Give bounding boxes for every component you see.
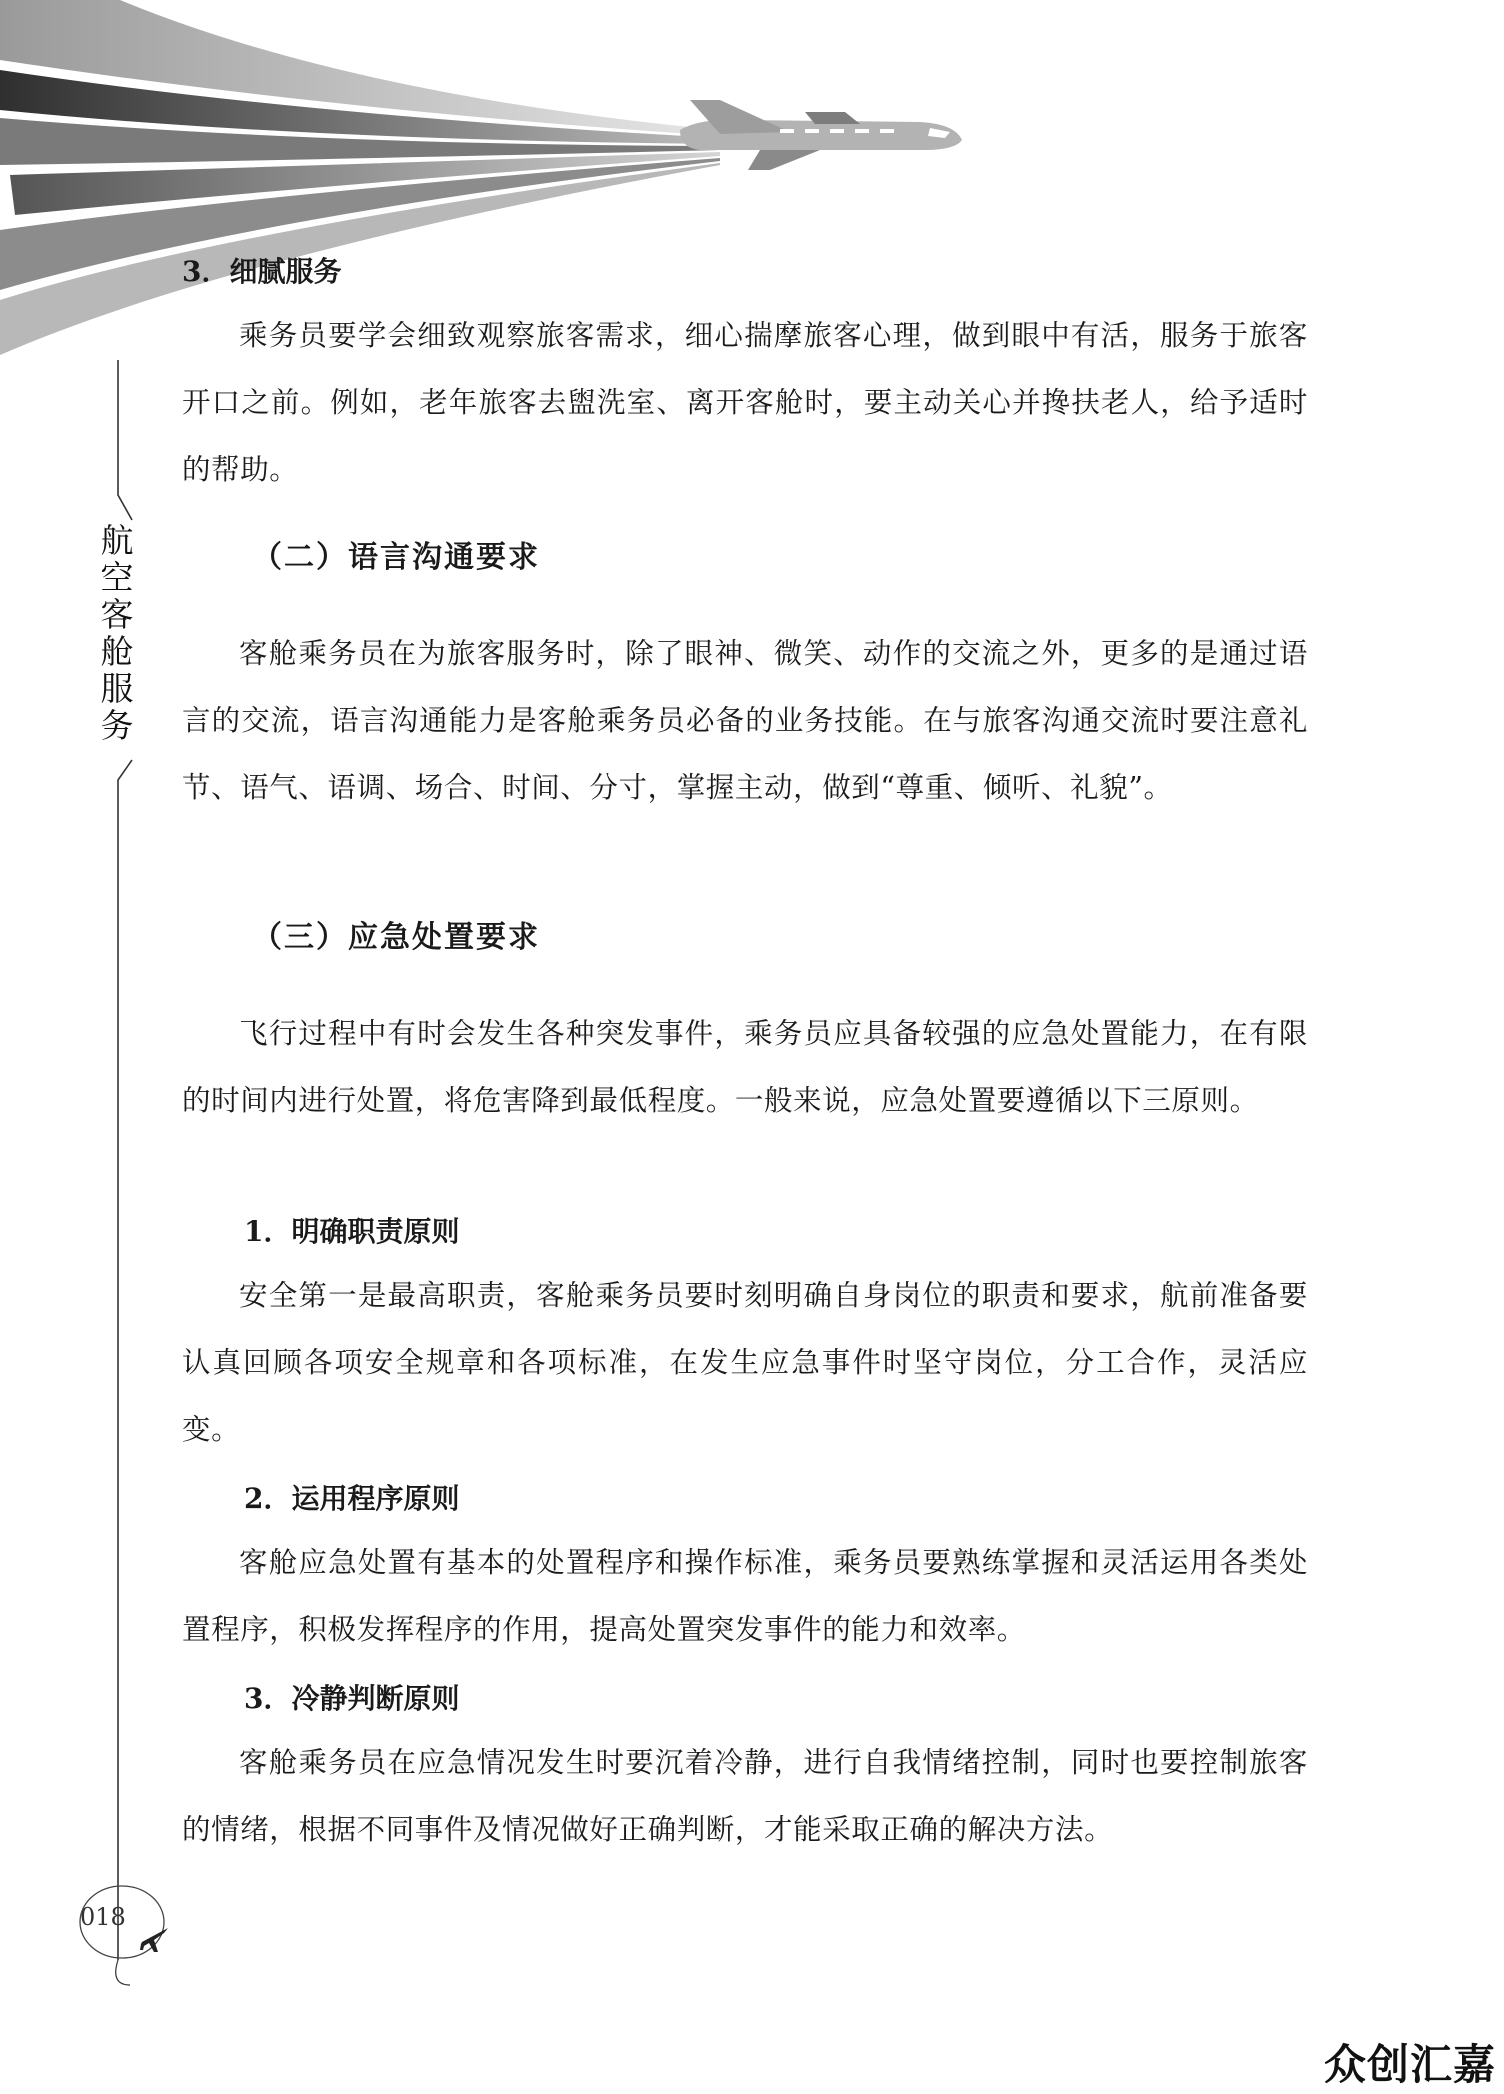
publisher-watermark: 众创汇嘉 — [1323, 2040, 1496, 2089]
paragraph: 客舱乘务员在应急情况发生时要沉着冷静，进行自我情绪控制，同时也要控制旅客的情绪，根据不同事件及情况做好正确判断，才能采取正确的解决方法。 — [182, 1746, 1308, 1846]
side-title-char: 航 — [100, 521, 134, 560]
small-airplane-icon — [138, 1922, 172, 1956]
paragraph: 飞行过程中有时会发生各种突发事件，乘务员应具备较强的应急处置能力，在有限的时间内进行处置，将危害降到最低程度。一般来说，应急处置要遵循以下三原则。 — [182, 1017, 1308, 1117]
side-title-char: 服 — [100, 669, 134, 708]
side-decoration — [0, 0, 200, 2094]
chapter-side-title — [94, 522, 140, 744]
page-number: 018 — [80, 1903, 126, 1931]
subheading-calm-judgment: 3．冷静判断原则 — [244, 1682, 460, 1715]
side-title-char: 空 — [100, 558, 134, 597]
paragraph: 客舱应急处置有基本的处置程序和操作标准，乘务员要熟练掌握和灵活运用各类处置程序，积极发挥程序的作用，提高处置突发事件的能力和效率。 — [182, 1546, 1308, 1646]
paragraph: 安全第一是最高职责，客舱乘务员要时刻明确自身岗位的职责和要求，航前准备要认真回顾各项安全规章和各项标准，在发生应急事件时坚守岗位，分工合作，灵活应变。 — [182, 1279, 1308, 1446]
heading-emergency-handling: （三）应急处置要求 — [252, 920, 540, 955]
subheading-clear-duty: 1．明确职责原则 — [244, 1215, 460, 1248]
airplane-icon — [680, 100, 962, 170]
side-title-char: 舱 — [100, 632, 134, 671]
subheading-use-procedure: 2．运用程序原则 — [244, 1482, 460, 1515]
heading-language-communication: （二）语言沟通要求 — [252, 540, 540, 575]
side-title-char: 务 — [100, 706, 134, 745]
side-title-char: 客 — [100, 595, 134, 634]
subheading-detailed-service: 3．细腻服务 — [182, 255, 342, 288]
paragraph: 客舱乘务员在为旅客服务时，除了眼神、微笑、动作的交流之外，更多的是通过语言的交流，语言沟通能力是客舱乘务员必备的业务技能。在与旅客沟通交流时要注意礼节、语气、语调、场合、时间、分寸，掌握主动，做到“尊重、倾听、礼貌”。 — [182, 637, 1308, 804]
paragraph: 乘务员要学会细致观察旅客需求，细心揣摩旅客心理，做到眼中有活，服务于旅客开口之前。例如，老年旅客去盥洗室、离开客舱时，要主动关心并搀扶老人，给予适时的帮助。 — [182, 319, 1308, 486]
